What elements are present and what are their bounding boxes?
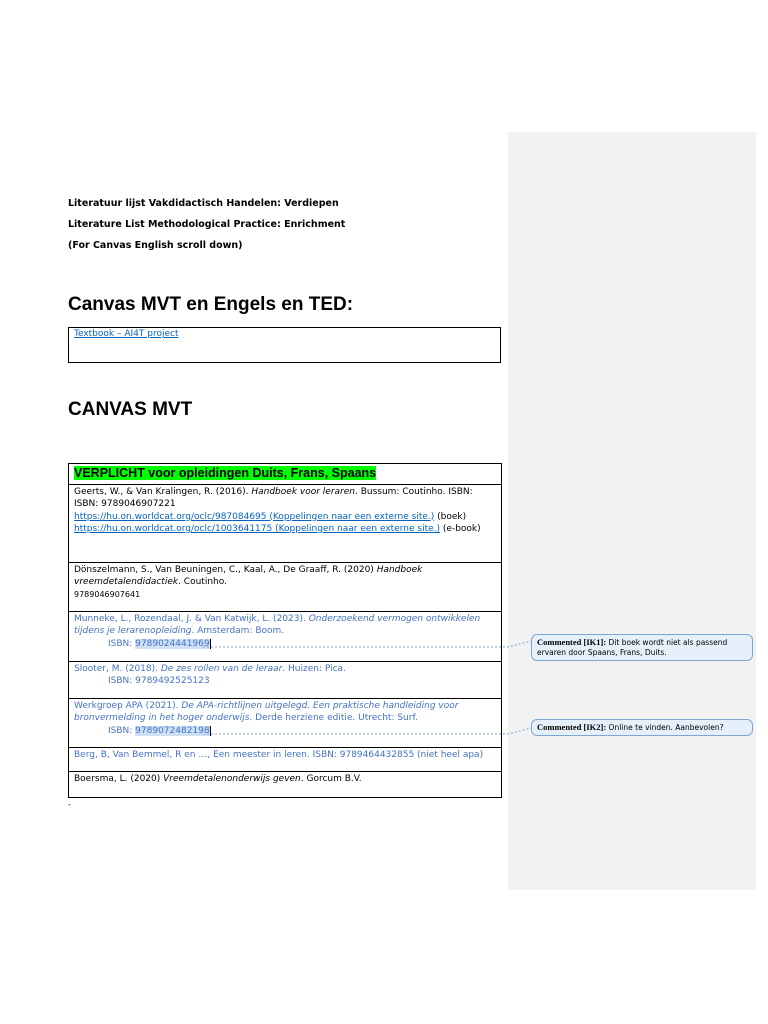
comment-text: Online te vinden. Aanbevolen? — [606, 723, 724, 732]
entry-authors: Boersma, L. (2020) — [74, 773, 164, 784]
textbook-link[interactable]: Textbook – AI4T project — [74, 329, 179, 339]
entry-title: Onderzoekend vermogen ontwikkelen tijdens je lerarenopleiding — [74, 613, 481, 636]
table-row — [69, 747, 502, 771]
entry-isbn-label: ISBN: — [108, 725, 136, 736]
table-row — [69, 611, 502, 661]
paragraph-mark: - — [68, 800, 71, 809]
table-row — [69, 464, 502, 485]
entry-publisher: . Huizen: Pica. — [282, 663, 346, 674]
entry-note: (e-book) — [440, 524, 481, 534]
doc-title-nl: Literatuur lijst Vakdidactisch Handelen: Verdiepen — [68, 198, 339, 209]
entry-isbn-label: ISBN: — [108, 638, 136, 649]
table-row — [69, 771, 502, 797]
commented-isbn[interactable]: 9789072482198 — [135, 725, 210, 736]
entry-isbn: 9789046907641 — [74, 589, 141, 599]
section-heading-canvas-mvt-engels-ted: Canvas MVT en Engels en TED: — [68, 294, 354, 315]
entry-publisher: . Gorcum B.V. — [300, 773, 362, 784]
textbook-box — [68, 327, 501, 363]
comment-ik1[interactable] — [531, 634, 753, 661]
comment-label: Commented [IK2]: — [537, 722, 607, 732]
commented-isbn[interactable]: 9789024441969 — [135, 638, 210, 649]
table-row — [69, 661, 502, 698]
doc-title-en: Literature List Methodological Practice: Enrichment — [68, 219, 346, 230]
comment-margin-pane — [508, 132, 756, 890]
entry-authors: Dönszelmann, S., Van Beuningen, C., Kaal, A., De Graaff, R. (2020) — [74, 564, 377, 575]
mandatory-header: VERPLICHT voor opleidingen Duits, Frans, Spaans — [74, 466, 377, 480]
table-row — [69, 484, 502, 562]
comment-text: Dit boek wordt niet als passend ervaren door Spaans, Frans, Duits. — [537, 638, 728, 657]
worldcat-book-link[interactable]: https://hu.on.worldcat.org/oclc/987084695 (Koppelingen naar een externe site.) — [74, 511, 435, 522]
entry-publisher: . Derde herziene editie. Utrecht: Surf. — [249, 713, 418, 723]
worldcat-ebook-link[interactable]: https://hu.on.worldcat.org/oclc/1003641175 (Koppelingen naar een externe site.) — [74, 524, 441, 534]
entry-publisher: . Bussum: Coutinho. ISBN: — [354, 486, 473, 497]
entry-isbn: ISBN: 9789492525123 — [108, 676, 210, 686]
entry-authors: Munneke, L., Rozendaal, J. & Van Katwijk, L. (2023). — [74, 613, 309, 624]
section-heading-canvas-mvt: CANVAS MVT — [68, 399, 193, 420]
entry-authors: Geerts, W., & Van Kralingen, R. (2016). — [74, 486, 252, 497]
entry-publisher: . Amsterdam: Boom. — [191, 626, 285, 636]
entry-title: Handboek vreemdetalendidactiek — [74, 564, 423, 587]
entry-title: Handboek voor leraren — [251, 486, 355, 497]
entry-authors: Slooter, M. (2018). — [74, 663, 161, 674]
comment-ik2[interactable] — [531, 719, 753, 736]
table-row — [69, 562, 502, 611]
entry-text: Berg, B, Van Bemmel, R en …, Een meester in leren. ISBN: 9789464432855 (niet heel apa) — [74, 749, 484, 760]
entry-isbn: ISBN: 9789046907221 — [74, 499, 176, 509]
table-row — [69, 698, 502, 747]
entry-publisher: . Coutinho. — [178, 577, 227, 587]
scroll-note: (For Canvas English scroll down) — [68, 240, 243, 251]
entry-title: De APA-richtlijnen uitgelegd. Een praktische handleiding voor bronvermelding in het hoger onderwijs — [74, 700, 459, 723]
comment-label: Commented [IK1]: — [537, 637, 607, 647]
entry-authors: Werkgroep APA (2021). — [74, 700, 182, 711]
literature-table — [68, 463, 502, 798]
entry-title: De zes rollen van de leraar — [160, 663, 283, 674]
entry-note: (boek) — [434, 511, 467, 522]
entry-title: Vreemdetalenonderwijs geven — [163, 773, 301, 784]
